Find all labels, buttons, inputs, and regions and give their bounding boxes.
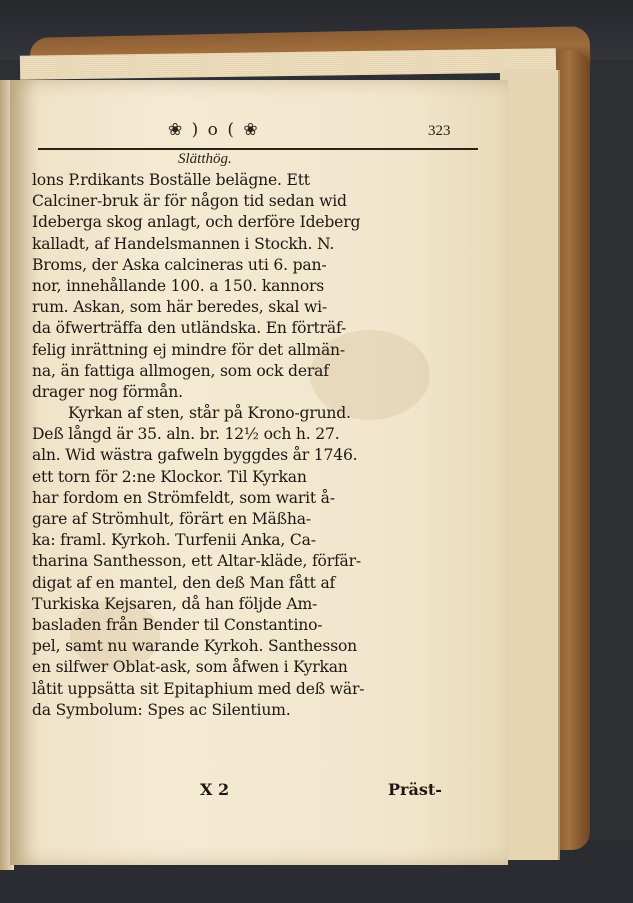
text-line: en silfwer Oblat-ask, som åfwen i Kyrkan: [32, 658, 348, 677]
text-line: tharina Santhesson, ett Altar-kläde, förfär-: [32, 552, 361, 571]
text-line: låtit uppsätta sit Epitaphium med deß wär-: [32, 679, 365, 698]
text-line: Turkiska Kejsaren, då han följde Am-: [32, 594, 318, 613]
book-page: [10, 80, 508, 865]
text-line: kalladt, af Handelsmannen i Stockh. N.: [32, 234, 335, 253]
text-line: har fordom en Strömfeldt, som warit å-: [32, 488, 335, 507]
text-line: ett torn för 2:ne Klockor. Til Kyrkan: [32, 467, 307, 486]
text-line: aln. Wid wästra gafweln byggdes år 1746.: [32, 446, 358, 465]
page-edges-right: [500, 70, 560, 860]
text-line: pel, samt nu warande Kyrkoh. Santhesson: [32, 637, 357, 656]
header-rule: [38, 148, 478, 150]
page-header: [40, 120, 480, 150]
text-line: Broms, der Aska calcineras uti 6. pan-: [32, 255, 327, 274]
text-line: Calciner-bruk är för någon tid sedan wid: [32, 192, 347, 211]
text-line: da öfwerträffa den utländska. En förträf-: [32, 319, 347, 338]
text-line: da Symbolum: Spes ac Silentium.: [32, 700, 291, 719]
text-line: Ideberga skog anlagt, och derföre Ideberg: [32, 213, 361, 232]
body-text: [32, 170, 484, 721]
running-head: Slätthög.: [178, 151, 232, 167]
text-line: Kyrkan af sten, står på Krono-grund.: [68, 404, 351, 423]
header-ornament: ❀ ) o ( ❀: [168, 120, 260, 140]
text-line: lons P.rdikants Boställe belägne. Ett: [32, 171, 310, 189]
text-line: na, än fattiga allmogen, som ock deraf: [32, 361, 329, 380]
text-line: basladen från Bender til Constantino-: [32, 615, 323, 634]
text-line: drager nog förmån.: [32, 382, 183, 401]
page-footer: [40, 780, 480, 804]
signature-mark: X 2: [200, 780, 230, 799]
text-line: digat af en mantel, den deß Man fått af: [32, 573, 336, 592]
text-line: nor, innehållande 100. a 150. kannors: [32, 276, 325, 295]
text-line: ka: framl. Kyrkoh. Turfenii Anka, Ca-: [32, 531, 316, 550]
catchword: Präst-: [388, 780, 442, 799]
text-line: rum. Askan, som här beredes, skal wi-: [32, 298, 327, 317]
text-line: felig inrättning ej mindre för det allmän-: [32, 340, 345, 359]
page-number: 323: [428, 123, 451, 139]
text-line: Deß långd är 35. aln. br. 12½ och h. 27.: [32, 425, 340, 444]
text-line: gare af Strömhult, förärt en Mäßha-: [32, 510, 311, 528]
